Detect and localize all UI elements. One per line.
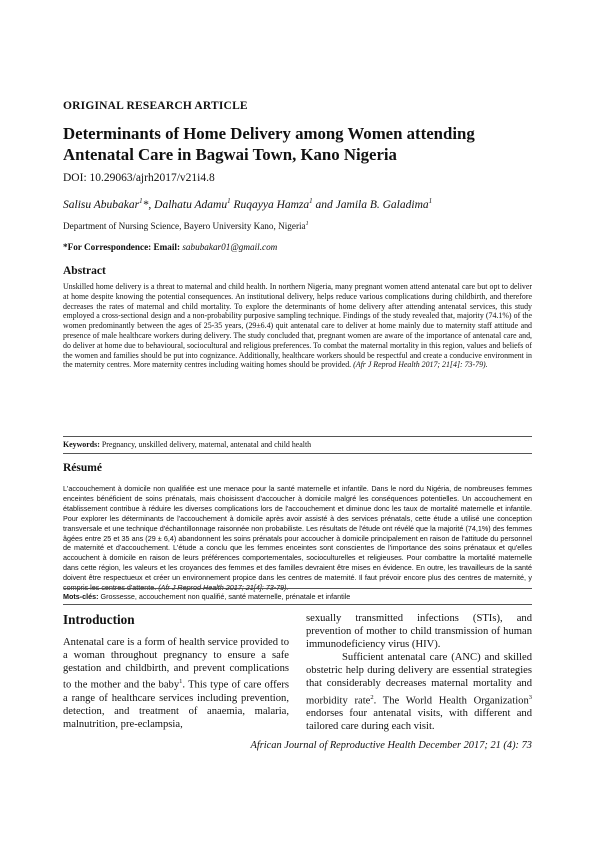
paragraph-text: Antenatal care is a form of health service provided to a woman throughout pregnancy to ensure a safe gestation and childbirth, and prevent complications to the mother and the baby xyxy=(63,637,289,691)
paragraph-text: Sufficient antenatal care (ANC) and skilled obstetric help during delivery are essential strategies that considerably decreases maternal mortality and morbidity rate xyxy=(306,652,532,707)
citation-mark: 3 xyxy=(528,693,532,701)
article-title: Determinants of Home Delivery among Women attending Antenatal Care in Bagwai Town, Kano Nigeria xyxy=(63,124,475,164)
affiliation-mark: 1 xyxy=(305,221,309,227)
abstract-body xyxy=(63,282,532,370)
resume-heading: Résumé xyxy=(63,462,102,474)
mots-cles-label: Mots-clés: xyxy=(63,592,99,601)
introduction-column-left xyxy=(63,636,289,731)
divider xyxy=(63,453,532,454)
abstract-text: Unskilled home delivery is a threat to maternal and child health. In northern Nigeria, many pregnant women attend antenatal care but opt to deliver at home despite knowing the potential consequences. An institutional delivery, helps reduce various complications during childbirth, and therefore decreases the rates of maternal and child mortality. To explore the determinants of home delivery after attending antenatal services, this study employed a cross-sectional design and a non-probability purposive sampling technique. Findings of the study revealed that, majority (74.1%) of the women predominantly between the ages of 25-35 years, (29±6.4) quit antenatal care to deliver at home mainly due to maternity staff attitude and presence of male healthcare workers during delivery. The study concluded that, pregnant women are aware of the importance of antenatal care and, do deliver at home due to behavioural, sociocultural and religious preferences. To combat the maternal mortality in this region, values and beliefs of the women and families should be put into cognizance. Additionally, healthcare workers should be respectful and create a conducive environment in the maternity centres. More maternity centres including waiting homes should be provided. xyxy=(63,282,532,370)
author-affiliation-mark: 1 xyxy=(139,197,143,205)
introduction-heading: Introduction xyxy=(63,612,135,627)
affiliation xyxy=(63,221,309,231)
author-affiliation-mark: 1 xyxy=(227,197,231,205)
mots-cles-text: Grossesse, accouchement non qualifié, santé maternelle, prénatale et infantile xyxy=(100,592,351,601)
author-name: Salisu Abubakar xyxy=(63,198,140,211)
divider xyxy=(63,588,532,589)
page-footer: African Journal of Reproductive Health December 2017; 21 (4): 73 xyxy=(250,740,532,751)
mots-cles xyxy=(63,592,350,601)
correspondence xyxy=(63,242,277,252)
paragraph-text: . This type of care offers a range of healthcare services including prevention, detection, and treatment of anaemia, malaria, malnutrition, pre-eclampsia, xyxy=(63,679,290,731)
affiliation-text: Department of Nursing Science, Bayero University Kano, Nigeria xyxy=(63,221,306,232)
author-list xyxy=(63,197,432,211)
author-name: Dalhatu Adamu xyxy=(154,198,228,211)
citation-mark: 1 xyxy=(179,678,183,686)
keywords-label: Keywords: xyxy=(63,440,100,449)
corresponding-author-mark: *, xyxy=(142,198,155,211)
author-affiliation-mark: 1 xyxy=(309,197,313,205)
correspondence-label: *For Correspondence: Email: xyxy=(63,242,181,252)
keywords xyxy=(63,440,311,449)
author-name: Ruqayya Hamza xyxy=(233,198,310,211)
introduction-column-right xyxy=(306,612,532,733)
introduction-paragraph xyxy=(306,651,532,733)
author-joiner: and xyxy=(315,198,333,211)
paragraph-text: . The World Health Organization xyxy=(373,695,529,707)
author-name: Jamila B. Galadima xyxy=(335,198,429,211)
author-affiliation-mark: 1 xyxy=(428,197,433,205)
paragraph-text: endorses four antenatal visits, with different and tailored care during each visit. xyxy=(306,708,532,733)
doi[interactable]: DOI: 10.29063/ajrh2017/v21i4.8 xyxy=(63,172,215,184)
correspondence-email[interactable]: sabubakar01@gmail.com xyxy=(182,242,278,252)
article-type: ORIGINAL RESEARCH ARTICLE xyxy=(63,100,248,112)
divider xyxy=(63,436,532,437)
introduction-paragraph: sexually transmitted infections (STIs), and prevention of mother to child transmission of human immunodeficiency virus (HIV). xyxy=(306,613,532,651)
keywords-text: Pregnancy, unskilled delivery, maternal, antenatal and child health xyxy=(101,440,312,449)
resume-text: L'accouchement à domicile non qualifiée est une menace pour la santé maternelle et infantile. Dans le nord du Nigéria, de nombreuses femmes enceintes bénéficient de soins prénatals, mais choisissent d'accoucher à domicile malgré les conséquences potentielles. Un accouchement en établissement contribue à réduire les diverses complications lors de l'accouchement et diminue donc les taux de mortalité maternelle et infantile. Pour explorer les déterminants de l'accouchement à domicile après avoir assisté à des services prénatals, cette étude a utilisé une conception transversale et une technique d'échantillonnage raisonnée non probabiliste. Les résultats de l'étude ont révélé que la majorité (74,1%) des femmes âgées entre 25 et 35 ans (29 ± 6,4) abandonnent les soins prénatals pour accoucher à domicile principalement en raison de l'attitude du personnel de maternité et d'accouchement. L'étude a conclu que les femmes enceintes sont conscientes de l'importance des soins prénataux et qu'elles accouchent à domicile en raison de leurs préférences comportementales, socioculturelles et religieuses. Pour combattre la mortalité maternelle dans cette région, les valeurs et les croyances des femmes et des familles devraient être mises en évidence. En outre, les travailleurs de la santé doivent être respectueux et créer un environnement propice dans les centres de maternité. Il faut prévoir encore plus des centres de maternité, y compris les centres d'attente. xyxy=(63,484,532,593)
abstract-citation: (Afr J Reprod Health 2017; 21[4]: 73-79). xyxy=(353,360,488,370)
resume-citation: (Afr J Reprod Health 2017; 21[4]: 73-79). xyxy=(158,583,289,593)
divider xyxy=(63,604,532,605)
introduction-paragraph xyxy=(63,636,289,731)
citation-mark: 2 xyxy=(370,693,374,701)
abstract-heading: Abstract xyxy=(63,265,106,277)
resume-body xyxy=(63,484,532,593)
